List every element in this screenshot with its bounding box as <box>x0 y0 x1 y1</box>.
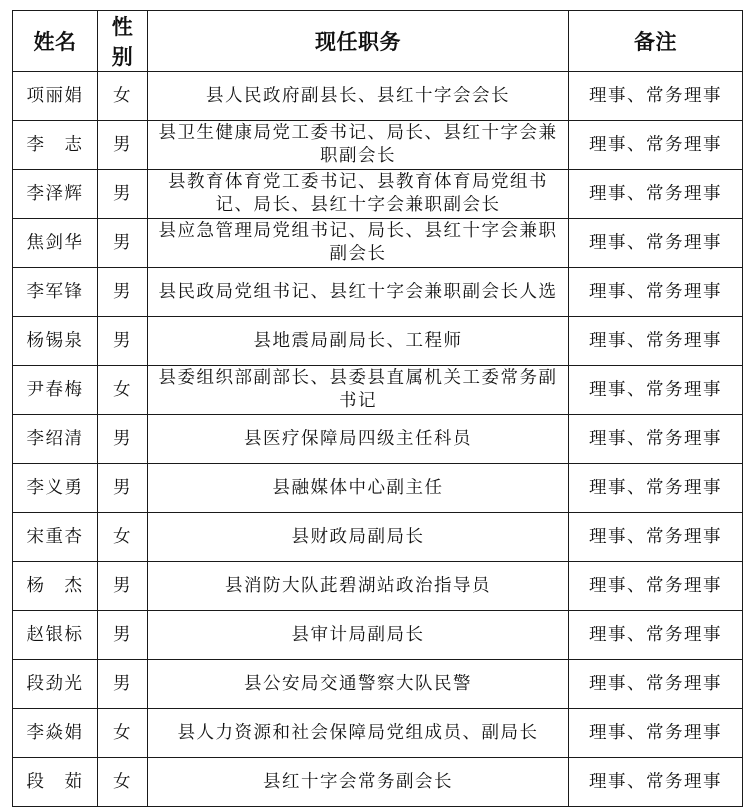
table-row <box>13 72 743 121</box>
cell-remark: 理事、常务理事 <box>569 415 743 464</box>
cell-remark: 理事、常务理事 <box>569 758 743 807</box>
cell-name: 李焱娟 <box>13 709 98 758</box>
cell-sex: 男 <box>98 660 148 709</box>
cell-sex: 男 <box>98 611 148 660</box>
table-row <box>13 268 743 317</box>
cell-name: 段劲光 <box>13 660 98 709</box>
header-position: 现任职务 <box>148 11 569 72</box>
cell-position: 县应急管理局党组书记、局长、县红十字会兼职副会长 <box>148 219 569 268</box>
cell-sex: 男 <box>98 464 148 513</box>
header-sex: 性别 <box>98 11 148 72</box>
cell-remark: 理事、常务理事 <box>569 366 743 415</box>
cell-position: 县卫生健康局党工委书记、局长、县红十字会兼职副会长 <box>148 121 569 170</box>
cell-sex: 女 <box>98 513 148 562</box>
cell-position: 县地震局副局长、工程师 <box>148 317 569 366</box>
cell-remark: 理事、常务理事 <box>569 121 743 170</box>
table-row <box>13 464 743 513</box>
cell-sex: 男 <box>98 317 148 366</box>
table-row <box>13 513 743 562</box>
header-row <box>13 11 743 72</box>
cell-remark: 理事、常务理事 <box>569 170 743 219</box>
cell-name: 李义勇 <box>13 464 98 513</box>
cell-sex: 男 <box>98 268 148 317</box>
cell-position: 县融媒体中心副主任 <box>148 464 569 513</box>
cell-remark: 理事、常务理事 <box>569 660 743 709</box>
table-row <box>13 366 743 415</box>
cell-name: 宋重杏 <box>13 513 98 562</box>
cell-position: 县委组织部副部长、县委县直属机关工委常务副书记 <box>148 366 569 415</box>
cell-remark: 理事、常务理事 <box>569 317 743 366</box>
cell-name: 李泽辉 <box>13 170 98 219</box>
cell-position: 县红十字会常务副会长 <box>148 758 569 807</box>
cell-name: 项丽娟 <box>13 72 98 121</box>
cell-name: 杨 杰 <box>13 562 98 611</box>
table-row <box>13 170 743 219</box>
cell-position: 县人民政府副县长、县红十字会会长 <box>148 72 569 121</box>
table-header <box>13 11 743 72</box>
cell-remark: 理事、常务理事 <box>569 562 743 611</box>
cell-remark: 理事、常务理事 <box>569 611 743 660</box>
table-row <box>13 121 743 170</box>
cell-position: 县财政局副局长 <box>148 513 569 562</box>
cell-position: 县民政局党组书记、县红十字会兼职副会长人选 <box>148 268 569 317</box>
table-row <box>13 415 743 464</box>
table-row <box>13 219 743 268</box>
cell-name: 尹春梅 <box>13 366 98 415</box>
header-name: 姓名 <box>13 11 98 72</box>
cell-name: 李军锋 <box>13 268 98 317</box>
cell-sex: 男 <box>98 562 148 611</box>
cell-sex: 女 <box>98 72 148 121</box>
cell-sex: 男 <box>98 170 148 219</box>
cell-remark: 理事、常务理事 <box>569 72 743 121</box>
cell-position: 县人力资源和社会保障局党组成员、副局长 <box>148 709 569 758</box>
cell-sex: 女 <box>98 709 148 758</box>
table-row <box>13 611 743 660</box>
cell-name: 杨锡泉 <box>13 317 98 366</box>
cell-remark: 理事、常务理事 <box>569 219 743 268</box>
cell-remark: 理事、常务理事 <box>569 464 743 513</box>
cell-remark: 理事、常务理事 <box>569 268 743 317</box>
cell-name: 李 志 <box>13 121 98 170</box>
cell-name: 段 茹 <box>13 758 98 807</box>
table-row <box>13 317 743 366</box>
table-row <box>13 709 743 758</box>
cell-position: 县消防大队茈碧湖站政治指导员 <box>148 562 569 611</box>
cell-remark: 理事、常务理事 <box>569 513 743 562</box>
cell-name: 赵银标 <box>13 611 98 660</box>
table-row <box>13 660 743 709</box>
cell-sex: 女 <box>98 366 148 415</box>
cell-sex: 男 <box>98 219 148 268</box>
cell-name: 焦剑华 <box>13 219 98 268</box>
cell-sex: 男 <box>98 415 148 464</box>
cell-sex: 男 <box>98 121 148 170</box>
table-body <box>13 72 743 807</box>
cell-remark: 理事、常务理事 <box>569 709 743 758</box>
cell-position: 县审计局副局长 <box>148 611 569 660</box>
member-roster-table <box>12 10 743 807</box>
table-row <box>13 562 743 611</box>
cell-name: 李绍清 <box>13 415 98 464</box>
cell-position: 县教育体育党工委书记、县教育体育局党组书记、局长、县红十字会兼职副会长 <box>148 170 569 219</box>
table-row <box>13 758 743 807</box>
header-remark: 备注 <box>569 11 743 72</box>
cell-sex: 女 <box>98 758 148 807</box>
cell-position: 县医疗保障局四级主任科员 <box>148 415 569 464</box>
cell-position: 县公安局交通警察大队民警 <box>148 660 569 709</box>
